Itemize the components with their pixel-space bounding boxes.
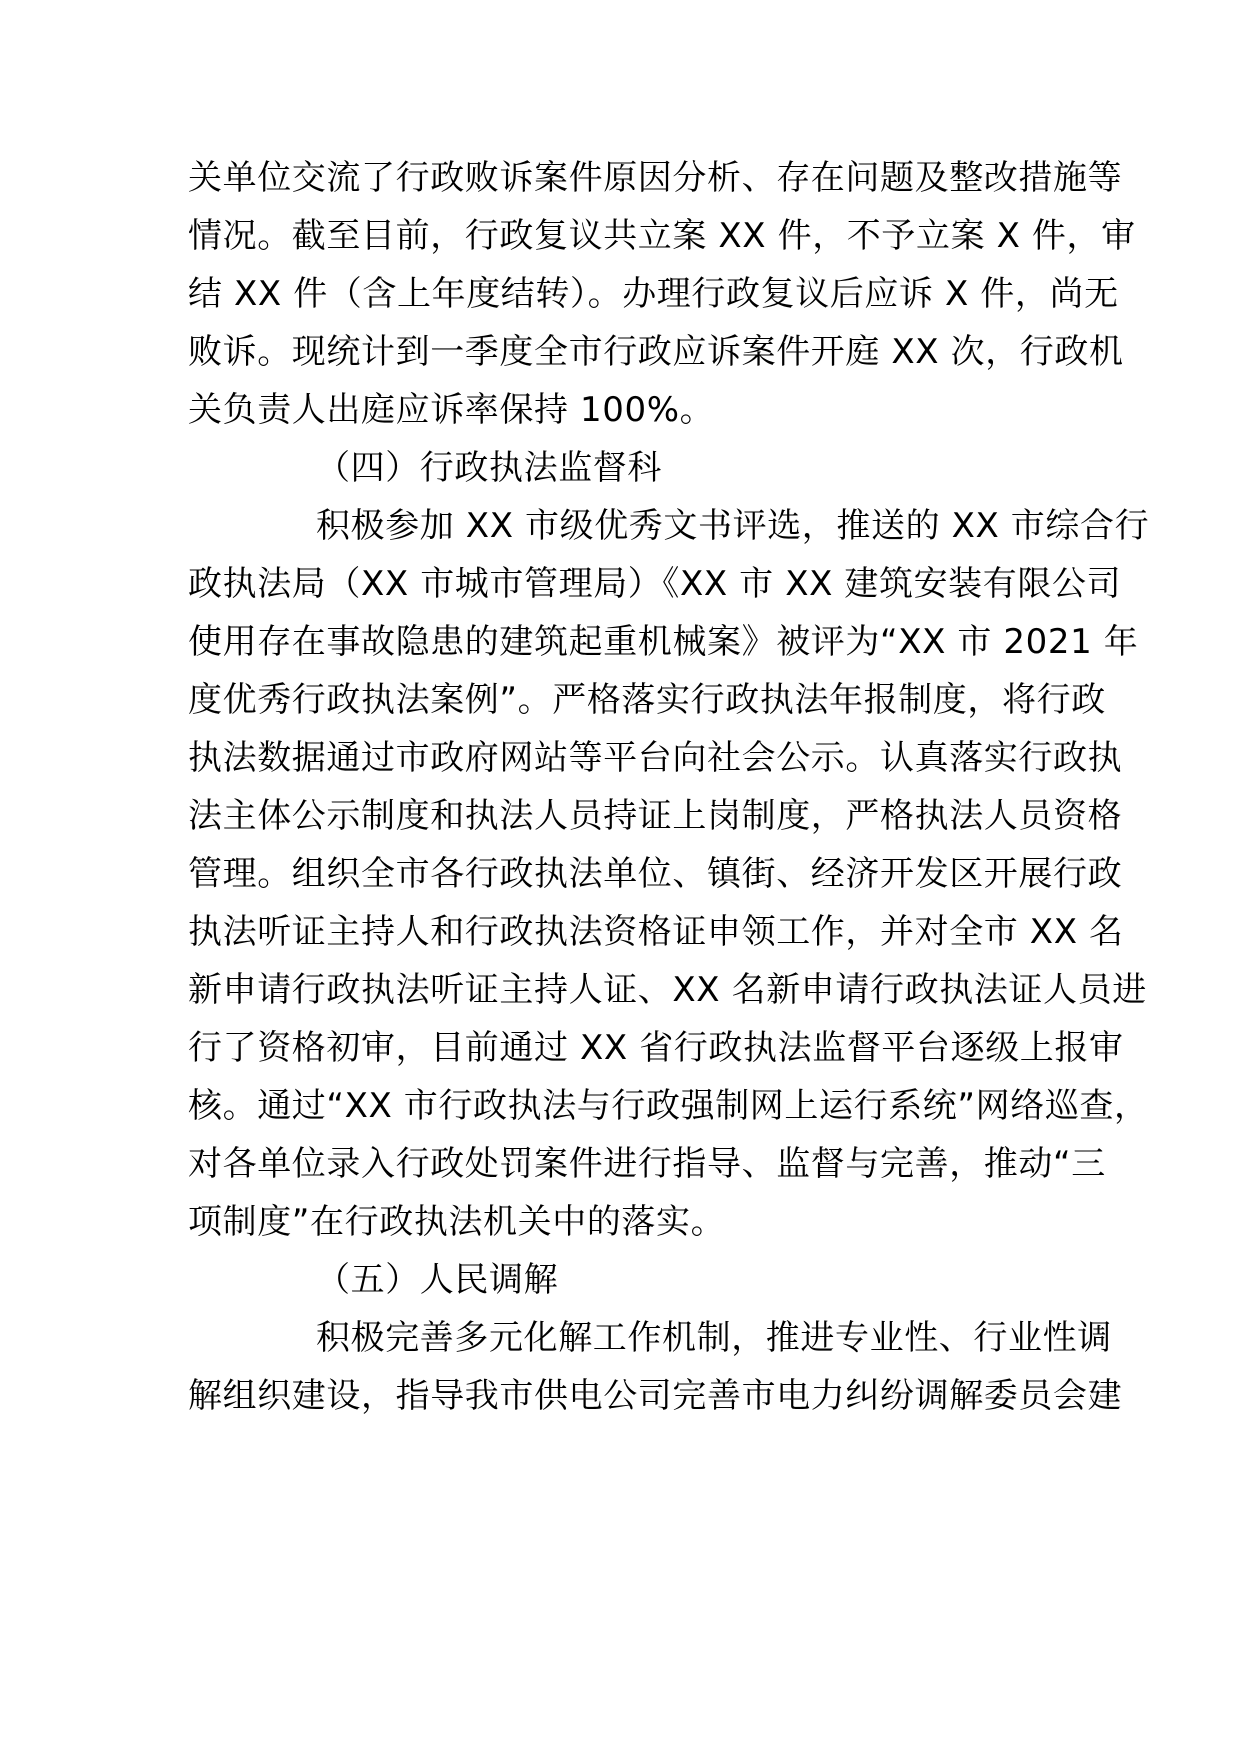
paragraph-start-line: 积极参加 XX 市级优秀文书评选，推送的 XX 市综合行 xyxy=(316,506,1150,546)
paragraph-start-line: 积极完善多元化解工作机制，推进专业性、行业性调 xyxy=(316,1318,1112,1358)
body-text-line: 结 XX 件（含上年度结转）。办理行政复议后应诉 X 件，尚无 xyxy=(188,274,1119,314)
body-text-line: 行了资格初审，目前通过 XX 省行政执法监督平台逐级上报审 xyxy=(188,1028,1124,1068)
body-text-line: 法主体公示制度和执法人员持证上岗制度，严格执法人员资格 xyxy=(188,796,1123,836)
body-text-line: 管理。组织全市各行政执法单位、镇街、经济开发区开展行政 xyxy=(188,854,1123,894)
section-heading-5: （五）人民调解 xyxy=(316,1260,559,1300)
body-text-line: 关单位交流了行政败诉案件原因分析、存在问题及整改措施等 xyxy=(188,158,1123,198)
body-text-line: 新申请行政执法听证主持人证、XX 名新申请行政执法证人员进 xyxy=(188,970,1147,1010)
body-text-line: 解组织建设，指导我市供电公司完善市电力纠纷调解委员会建 xyxy=(188,1376,1123,1416)
body-text-line: 情况。截至目前，行政复议共立案 XX 件，不予立案 X 件，审 xyxy=(188,216,1136,256)
body-text-line: 使用存在事故隐患的建筑起重机械案》被评为“XX 市 2021 年 xyxy=(188,622,1139,662)
body-text-line: 度优秀行政执法案例”。严格落实行政执法年报制度，将行政 xyxy=(188,680,1106,720)
body-text-line: 败诉。现统计到一季度全市行政应诉案件开庭 XX 次，行政机 xyxy=(188,332,1124,372)
body-text-line: 执法数据通过市政府网站等平台向社会公示。认真落实行政执 xyxy=(188,738,1123,778)
body-text-line: 执法听证主持人和行政执法资格证申领工作，并对全市 XX 名 xyxy=(188,912,1124,952)
section-heading-4: （四）行政执法监督科 xyxy=(316,448,662,488)
body-text-line: 政执法局（XX 市城市管理局）《XX 市 XX 建筑安装有限公司 xyxy=(188,564,1122,604)
body-text-line: 关负责人出庭应诉率保持 100%。 xyxy=(188,390,715,430)
body-text-line: 项制度”在行政执法机关中的落实。 xyxy=(188,1202,726,1242)
body-text-line: 核。通过“XX 市行政执法与行政强制网上运行系统”网络巡查， xyxy=(188,1086,1149,1126)
body-text-line: 对各单位录入行政处罚案件进行指导、监督与完善，推动“三 xyxy=(188,1144,1106,1184)
